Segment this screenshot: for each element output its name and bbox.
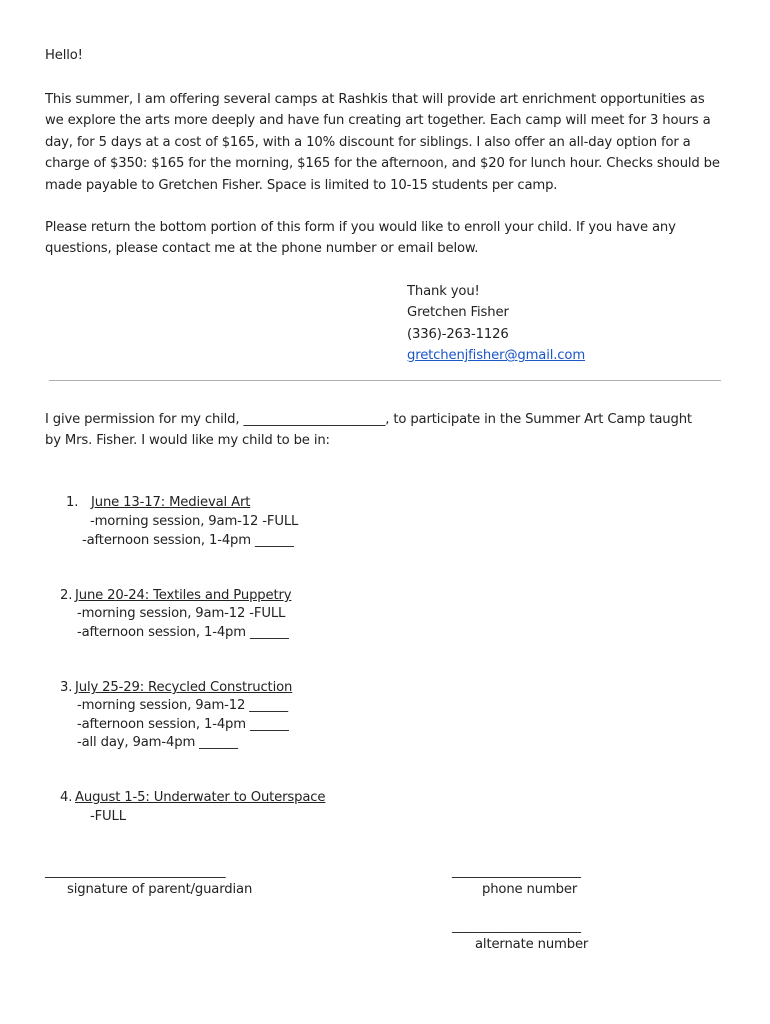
intro-line: charge of $350: $165 for the morning, $165 for the afternoon, and $20 for lunch hour. Checks should be [45,156,720,172]
camp-title: June 13-17: Medieval Art [91,495,251,510]
permission-line: I give permission for my child, ______________________, to participate in the Summer Art Camp taught [45,412,692,427]
return-note-paragraph [45,217,735,260]
return-note-line: questions, please contact me at the phone number or email below. [45,241,479,257]
alternate-number-line[interactable]: ____________________ [452,919,581,934]
signoff-block [407,281,585,367]
camp-number: 2. [60,588,73,603]
intro-line: This summer, I am offering several camps at Rashkis that will provide art enrichment opportunities as [45,92,705,107]
signature-line[interactable]: ____________________________ [45,864,226,879]
camp-number: 3. [60,680,73,695]
signoff-name: Gretchen Fisher [407,305,509,321]
camp-title: August 1-5: Underwater to Outerspace [75,790,326,805]
permission-line: by Mrs. Fisher. I would like my child to be in: [45,433,330,449]
camp-session: -morning session, 9am-12 -FULL [77,606,286,621]
permission-paragraph [45,409,735,452]
camp-number: 4. [60,790,73,805]
camp-title: June 20-24: Textiles and Puppetry [75,588,292,603]
signoff-email-link[interactable]: gretchenjfisher@gmail.com [407,348,586,364]
signature-label: signature of parent/guardian [67,882,253,897]
camp-session: -afternoon session, 1-4pm ______ [77,717,289,732]
camp-session: -all day, 9am-4pm ______ [77,735,238,750]
alternate-number-label: alternate number [475,937,589,952]
greeting: Hello! [45,48,83,63]
camp-number: 1. [66,495,79,510]
return-note-line: Please return the bottom portion of this form if you would like to enroll your child. If you have any [45,220,676,235]
phone-number-label: phone number [482,882,578,897]
camp-session: -morning session, 9am-12 -FULL [90,514,299,529]
intro-line: made payable to Gretchen Fisher. Space is limited to 10-15 students per camp. [45,177,558,193]
camp-session: -FULL [90,809,126,824]
phone-number-line[interactable]: ____________________ [452,864,581,879]
camp-title: July 25-29: Recycled Construction [75,680,293,695]
intro-line: we explore the arts more deeply and have fun creating art together. Each camp will meet for 3 hours a [45,113,711,129]
signoff-phone: (336)-263-1126 [407,326,509,342]
camp-session: -afternoon session, 1-4pm ______ [82,533,294,548]
camp-session: -morning session, 9am-12 ______ [77,698,288,713]
intro-line: day, for 5 days at a cost of $165, with a 10% discount for siblings. I also offer an all-day option for a [45,134,691,150]
signoff-thanks: Thank you! [407,284,480,299]
intro-paragraph [45,89,735,196]
camp-session: -afternoon session, 1-4pm ______ [77,625,289,640]
section-divider [49,380,721,381]
